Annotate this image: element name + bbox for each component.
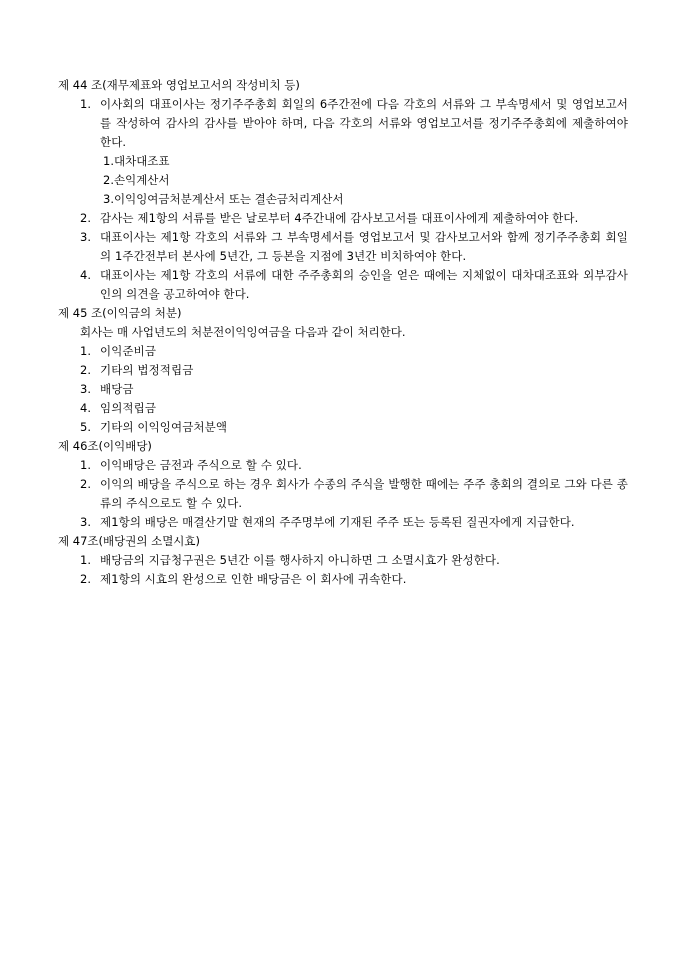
article-46-item-3 bbox=[80, 513, 628, 532]
item-number: 1. bbox=[80, 344, 91, 358]
article-44-title: 제 44 조(재무제표와 영업보고서의 작성비치 등) bbox=[58, 78, 300, 92]
article-44-item-4 bbox=[80, 266, 628, 304]
article-46-item-2 bbox=[80, 475, 628, 513]
item-number: 1. bbox=[80, 458, 91, 472]
item-number: 4. bbox=[80, 268, 91, 282]
item-text: 대표이사는 제1항 각호의 서류와 그 부속명세서를 영업보고서 및 감사보고서와 함께 정기주주총회 회일의 1주간전부터 본사에 5년간, 그 등본을 지점에 3년간 비치하여야 한다. bbox=[100, 230, 628, 263]
item-number: 1. bbox=[80, 553, 91, 567]
item-number: 1. bbox=[80, 97, 91, 111]
item-text: 대표이사는 제1항 각호의 서류에 대한 주주총회의 승인을 얻은 때에는 지체없이 대차대조표와 외부감사인의 의견을 공고하여야 한다. bbox=[100, 268, 628, 301]
item-number: 3. bbox=[80, 382, 91, 396]
article-44-item-2 bbox=[80, 209, 628, 228]
document-page bbox=[58, 76, 628, 589]
item-number: 5. bbox=[80, 420, 91, 434]
article-45-title: 제 45 조(이익금의 처분) bbox=[58, 306, 182, 320]
article-45-item-5 bbox=[80, 418, 628, 437]
article-47-item-2 bbox=[80, 570, 628, 589]
article-45-item-1 bbox=[80, 342, 628, 361]
item-number: 4. bbox=[80, 401, 91, 415]
article-44-item-1 bbox=[80, 95, 628, 152]
item-text: 배당금 bbox=[100, 382, 134, 396]
article-44-subitem-1: 1.대차대조표 bbox=[103, 154, 170, 168]
item-text: 배당금의 지급청구권은 5년간 이를 행사하지 아니하면 그 소멸시효가 완성한다. bbox=[100, 553, 500, 567]
article-47-item-1 bbox=[80, 551, 628, 570]
article-45-item-4 bbox=[80, 399, 628, 418]
item-text: 이익준비금 bbox=[100, 344, 157, 358]
item-text: 감사는 제1항의 서류를 받은 날로부터 4주간내에 감사보고서를 대표이사에게 제출하여야 한다. bbox=[100, 211, 579, 225]
item-number: 2. bbox=[80, 572, 91, 586]
item-text: 임의적립금 bbox=[100, 401, 157, 415]
item-number: 2. bbox=[80, 211, 91, 225]
article-46-title: 제 46조(이익배당) bbox=[58, 439, 152, 453]
item-text: 이익의 배당을 주식으로 하는 경우 회사가 수종의 주식을 발행한 때에는 주주 총회의 결의로 그와 다른 종류의 주식으로도 할 수 있다. bbox=[100, 477, 628, 510]
item-text: 제1항의 시효의 완성으로 인한 배당금은 이 회사에 귀속한다. bbox=[100, 572, 407, 586]
item-text: 이익배당은 금전과 주식으로 할 수 있다. bbox=[100, 458, 302, 472]
article-44-item-3 bbox=[80, 228, 628, 266]
article-45-item-3 bbox=[80, 380, 628, 399]
article-47-title: 제 47조(배당권의 소멸시효) bbox=[58, 534, 201, 548]
item-text: 기타의 이익잉여금처분액 bbox=[100, 420, 228, 434]
article-44-subitem-3: 3.이익잉여금처분계산서 또는 결손금처리계산서 bbox=[103, 192, 344, 206]
item-number: 3. bbox=[80, 230, 91, 244]
item-number: 3. bbox=[80, 515, 91, 529]
item-number: 2. bbox=[80, 477, 91, 491]
article-44-subitem-2: 2.손익계산서 bbox=[103, 173, 170, 187]
article-45-intro: 회사는 매 사업년도의 처분전이익잉여금을 다음과 같이 처리한다. bbox=[80, 325, 406, 339]
item-number: 2. bbox=[80, 363, 91, 377]
item-text: 기타의 법정적립금 bbox=[100, 363, 194, 377]
item-text: 이사회의 대표이사는 정기주주총회 회일의 6주간전에 다음 각호의 서류와 그 부속명세서 및 영업보고서를 작성하여 감사의 감사를 받아야 하며, 다음 각호의 서류와 영업보고서를 정기주주총회에 제출하여야 한다. bbox=[100, 97, 629, 149]
article-46-item-1 bbox=[80, 456, 628, 475]
article-45-item-2 bbox=[80, 361, 628, 380]
item-text: 제1항의 배당은 매결산기말 현재의 주주명부에 기재된 주주 또는 등록된 질권자에게 지급한다. bbox=[100, 515, 575, 529]
